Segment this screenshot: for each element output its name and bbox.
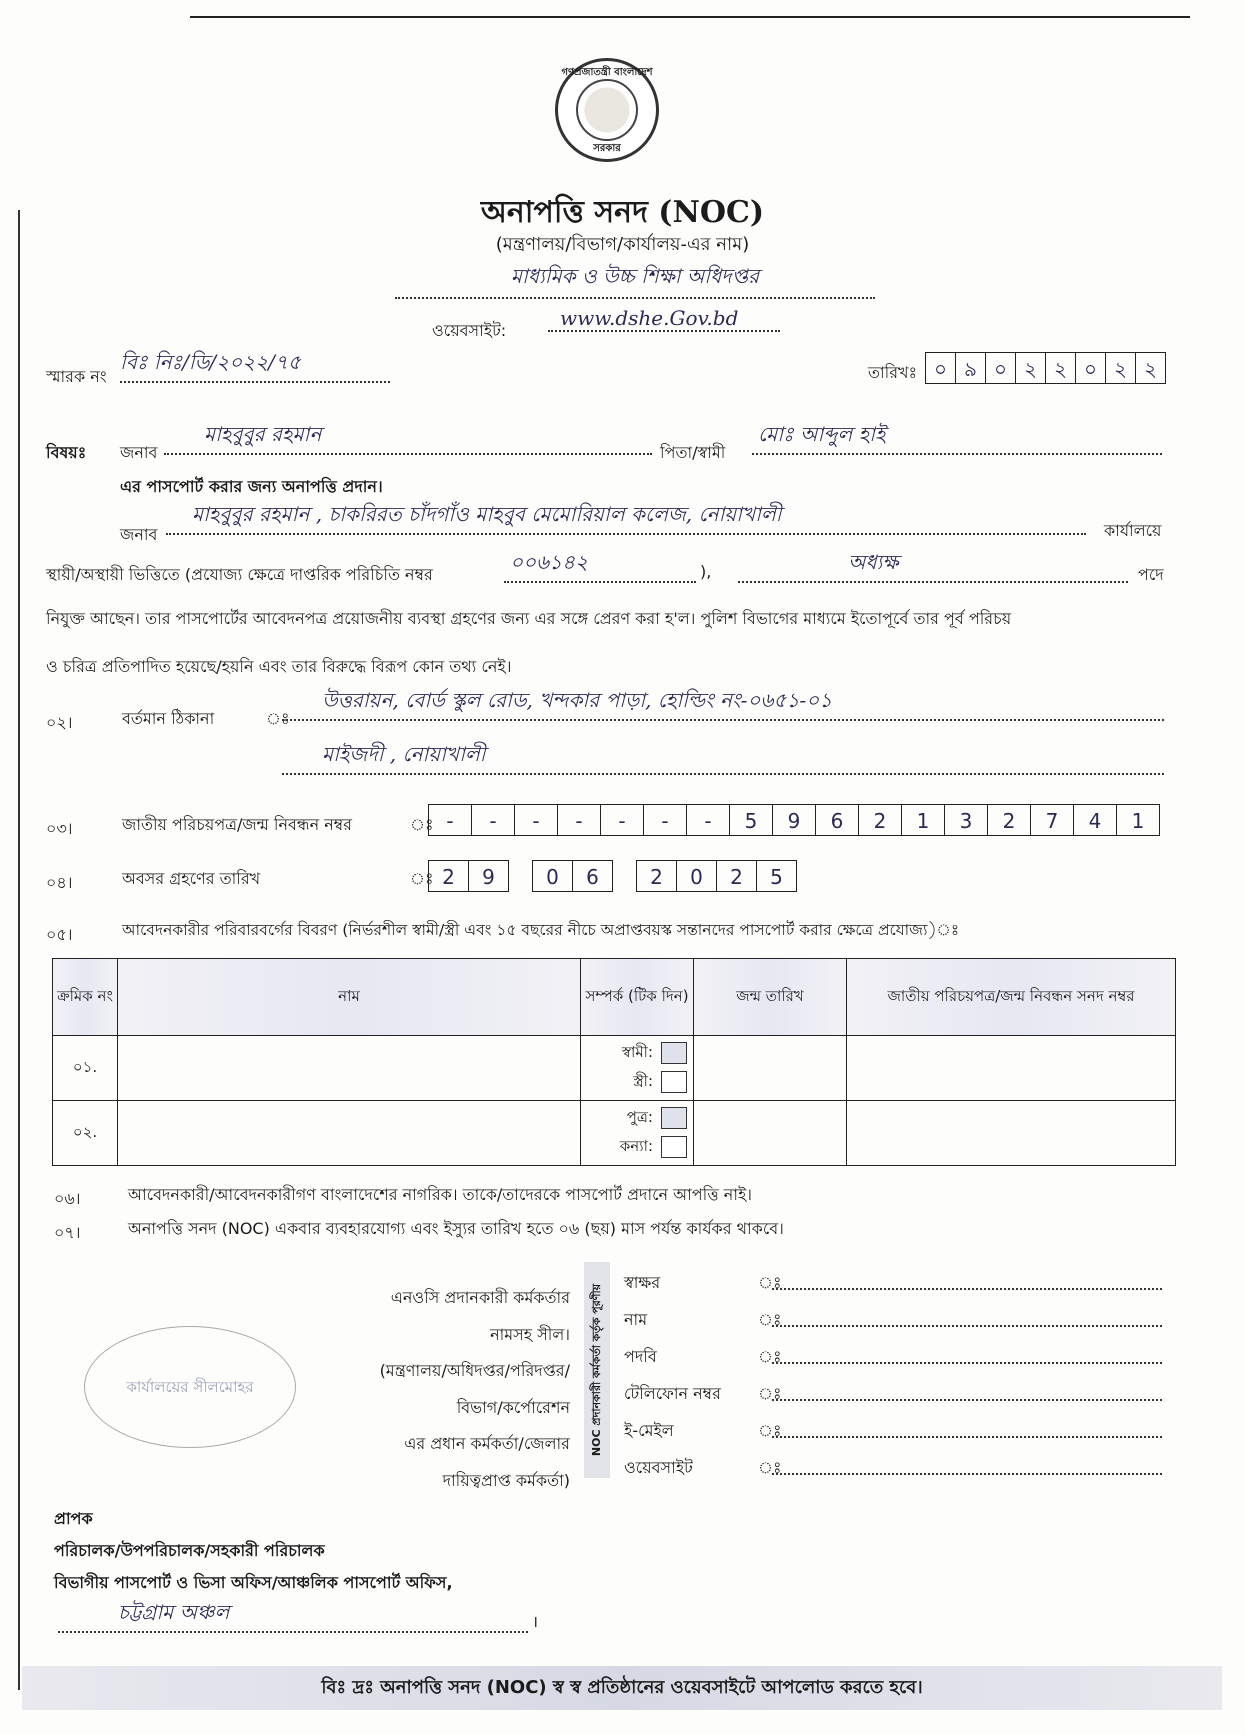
row-serial: ০১. xyxy=(53,1036,118,1101)
father-label: পিতা/স্বামী xyxy=(660,443,726,462)
name-cell[interactable] xyxy=(118,1101,581,1166)
nid-label: জাতীয় পরিচয়পত্র/জন্ম নিবন্ধন নম্বর xyxy=(122,815,352,834)
address-line1-field[interactable]: উত্তরায়ন, বোর্ড স্কুল রোড, খন্দকার পাড়া, হোল্ডিং নং-০৬৫১-০১ xyxy=(282,686,1164,721)
col-name: নাম xyxy=(118,959,581,1036)
post-suffix: পদে xyxy=(1138,565,1164,584)
nid-digit-box[interactable]: 2 xyxy=(858,804,902,836)
sig-field-label: টেলিফোন নম্বর xyxy=(624,1384,721,1403)
table-row xyxy=(53,1101,1176,1166)
applicant-name-field[interactable]: মাহবুবুর রহমান xyxy=(164,420,652,455)
wife-checkbox[interactable] xyxy=(661,1071,687,1093)
body-mr-label: জনাব xyxy=(120,525,158,544)
family-label: আবেদনকারীর পরিবারবর্গের বিবরণ (নির্ভরশীল স্বামী/স্ত্রী এবং ১৫ বছরের নীচে অপ্রাপ্তবয়স্ক সন্তানদের পাসপোর্ট করার ক্ষেত্রে প্রযোজ্য)ঃ xyxy=(122,921,960,939)
sig-colon: ঃ xyxy=(758,1273,782,1292)
address-colon: ঃ xyxy=(266,709,290,728)
note-07: অনাপত্তি সনদ (NOC) একবার ব্যবহারযোগ্য এবং ইস্যুর তারিখ হতে ০৬ (ছয়) মাস পর্যন্ত কার্যকর থাকবে। xyxy=(128,1219,784,1238)
table-row xyxy=(53,1036,1176,1101)
officer-line: এর প্রধান কর্মকর্তা/জেলার xyxy=(404,1434,570,1453)
mr-label: জনাব xyxy=(120,443,158,462)
recipient-end: । xyxy=(532,1612,539,1631)
relation-husband-label: স্বামী: xyxy=(621,1043,653,1061)
sig-colon: ঃ xyxy=(758,1384,782,1403)
body-paragraph-2: ও চরিত্র প্রতিপাদিত হয়েছে/হয়নি এবং তার বিরুদ্ধে বিরূপ কোন তথ্য নেই। xyxy=(46,657,512,676)
recipient-place-field[interactable]: চট্টগ্রাম অঞ্চল xyxy=(58,1598,528,1633)
nid-boxes[interactable] xyxy=(428,804,1170,836)
sig-colon: ঃ xyxy=(758,1421,782,1440)
family-table xyxy=(52,958,1176,1166)
sig-field-label: ওয়েবসাইট xyxy=(624,1458,693,1477)
nid-digit-box[interactable]: 5 xyxy=(729,804,773,836)
sig-colon: ঃ xyxy=(758,1310,782,1329)
item-03-number: ০৩। xyxy=(46,819,73,838)
date-label: তারিখঃ xyxy=(868,363,918,382)
email-input[interactable] xyxy=(772,1418,1162,1438)
nid-colon: ঃ xyxy=(410,815,434,834)
retire-digit-box[interactable]: 2 xyxy=(716,860,757,892)
nid-digit-box[interactable]: - xyxy=(428,804,472,836)
top-border xyxy=(190,16,1190,18)
date-digit-box[interactable]: ২ xyxy=(1105,352,1136,384)
official-id-field[interactable]: ০০৬১৪২ xyxy=(504,548,696,583)
retire-digit-box[interactable]: 2 xyxy=(636,860,677,892)
relation-son-label: পুত্র: xyxy=(626,1108,653,1126)
row-serial: ০২. xyxy=(53,1101,118,1166)
perm-label: স্থায়ী/অস্থায়ী ভিত্তিতে (প্রযোজ্য ক্ষেত্রে দাপ্তরিক পরিচিতি নম্বর xyxy=(46,565,433,584)
relation-cell xyxy=(581,1101,694,1166)
seal-top-text: গণপ্রজাতন্ত্রী বাংলাদেশ xyxy=(561,67,653,78)
nid-digit-box[interactable]: - xyxy=(686,804,730,836)
website-label: ওয়েবসাইট: xyxy=(432,321,507,340)
dob-cell[interactable] xyxy=(694,1101,847,1166)
nid-digit-box[interactable]: - xyxy=(643,804,687,836)
item-05-number: ০৫। xyxy=(46,925,73,944)
retire-digit-box[interactable]: 0 xyxy=(676,860,717,892)
officer-line: বিভাগ/কর্পোরেশন xyxy=(456,1397,570,1417)
father-name-field[interactable]: মোঃ আব্দুল হাই xyxy=(752,420,1162,455)
nid-digit-box[interactable]: - xyxy=(600,804,644,836)
nid-digit-box[interactable]: - xyxy=(471,804,515,836)
sig-colon: ঃ xyxy=(758,1347,782,1366)
office-name[interactable]: মাধ্যমিক ও উচ্চ শিক্ষা অধিদপ্তর xyxy=(395,262,875,299)
daughter-checkbox[interactable] xyxy=(661,1136,687,1158)
signature-fields xyxy=(624,1270,1184,1492)
retire-label: অবসর গ্রহণের তারিখ xyxy=(122,869,261,888)
retirement-date-boxes[interactable] xyxy=(428,860,798,892)
sig-field-label: নাম xyxy=(624,1310,648,1329)
website-input[interactable] xyxy=(772,1455,1162,1475)
signature-input[interactable] xyxy=(772,1270,1162,1290)
body-paragraph-1: নিযুক্ত আছেন। তার পাসপোর্টের আবেদনপত্র প্রয়োজনীয় ব্যবস্থা গ্রহণের জন্য এর সঙ্গে প্রেরণ করা হ'ল। পুলিশ বিভাগের মাধ্যমে ইতোপূর্বে তার পূর্ব পরিচয় xyxy=(46,609,1012,628)
date-digit-box[interactable]: ০ xyxy=(1075,352,1106,384)
officer-line: নামসহ সীল। xyxy=(490,1324,570,1344)
nid-digit-box[interactable]: 3 xyxy=(944,804,988,836)
office-stamp: কার্যালয়ের সীলমোহর xyxy=(84,1326,296,1448)
date-boxes[interactable] xyxy=(925,352,1170,384)
subject-line2: এর পাসপোর্ট করার জন্য অনাপত্তি প্রদান। xyxy=(120,477,383,496)
address-label: বর্তমান ঠিকানা xyxy=(122,709,215,728)
col-dob: জন্ম তারিখ xyxy=(694,959,847,1036)
sig-field-label: পদবি xyxy=(624,1347,657,1366)
nid-digit-box[interactable]: 6 xyxy=(815,804,859,836)
col-nid: জাতীয় পরিচয়পত্র/জন্ম নিবন্ধন সনদ নম্বর xyxy=(847,959,1176,1036)
date-digit-box[interactable]: ০ xyxy=(985,352,1016,384)
nid-digit-box[interactable]: 1 xyxy=(1116,804,1160,836)
memo-label: স্মারক নং xyxy=(46,367,107,386)
recipient-line2: বিভাগীয় পাসপোর্ট ও ভিসা অফিস/আঞ্চলিক পাসপোর্ট অফিস, xyxy=(54,1573,453,1592)
officer-line: এনওসি প্রদানকারী কর্মকর্তার xyxy=(390,1288,570,1307)
nid-cell[interactable] xyxy=(847,1036,1176,1101)
nid-digit-box[interactable]: 7 xyxy=(1030,804,1074,836)
item-02-number: ০২। xyxy=(46,713,73,732)
document-title: অনাপত্তি সনদ (NOC) xyxy=(480,195,765,230)
officer-name-input[interactable] xyxy=(772,1307,1162,1327)
nid-digit-box[interactable]: 1 xyxy=(901,804,945,836)
telephone-input[interactable] xyxy=(772,1381,1162,1401)
relation-cell xyxy=(581,1036,694,1101)
id-close: ), xyxy=(700,562,712,581)
relation-wife-label: স্ত্রী: xyxy=(633,1072,653,1090)
designation-input[interactable] xyxy=(772,1344,1162,1364)
son-checkbox[interactable] xyxy=(661,1107,687,1129)
map-icon xyxy=(576,79,638,141)
office-suffix: কার্যালয়ে xyxy=(1104,521,1162,540)
document-subtitle: (মন্ত্রণালয়/বিভাগ/কার্যালয়-এর নাম) xyxy=(495,234,750,255)
husband-checkbox[interactable] xyxy=(661,1042,687,1064)
retire-digit-box[interactable]: 5 xyxy=(756,860,797,892)
address-line2-field[interactable]: মাইজদী , নোয়াখালী xyxy=(282,740,1164,775)
officer-line: দায়িত্বপ্রাপ্ত কর্মকর্তা) xyxy=(442,1470,570,1490)
government-seal xyxy=(555,58,659,162)
nid-digit-box[interactable]: - xyxy=(514,804,558,836)
note-06: আবেদনকারী/আবেদনকারীগণ বাংলাদেশের নাগরিক। তাকে/তাদেরকে পাসপোর্ট প্রদানে আপত্তি নাই। xyxy=(128,1185,753,1204)
subject-label: বিষয়ঃ xyxy=(46,443,87,462)
recipient-label: প্রাপক xyxy=(54,1509,93,1528)
sig-field-label: ই-মেইল xyxy=(624,1421,674,1440)
nid-digit-box[interactable]: 9 xyxy=(772,804,816,836)
left-border xyxy=(18,210,20,1690)
retire-digit-box[interactable]: 0 xyxy=(532,860,573,892)
dob-cell[interactable] xyxy=(694,1036,847,1101)
vertical-note-text: NOC প্রদানকারী কর্মকর্তা কর্তৃক পূরণীয় xyxy=(590,1283,603,1457)
employee-field[interactable]: মাহবুবুর রহমান , চাকরিরত চাঁদগাঁও মাহবুব মেমোরিয়াল কলেজ, নোয়াখালী xyxy=(166,500,1086,535)
memo-number-field[interactable]: বিঃ নিঃ/ডি/২০২২/৭৫ xyxy=(120,348,390,383)
date-digit-box[interactable]: ২ xyxy=(1135,352,1166,384)
footer-note: বিঃ দ্রঃ অনাপত্তি সনদ (NOC) স্ব স্ব প্রতিষ্ঠানের ওয়েবসাইটে আপলোড করতে হবে। xyxy=(22,1666,1222,1710)
date-digit-box[interactable]: ২ xyxy=(1045,352,1076,384)
officer-description xyxy=(330,1280,570,1499)
website-field[interactable]: www.dshe.Gov.bd xyxy=(548,306,780,332)
col-serial: ক্রমিক নং xyxy=(53,959,118,1036)
vertical-note xyxy=(584,1262,610,1478)
relation-daughter-label: কন্যা: xyxy=(619,1137,653,1155)
nid-cell[interactable] xyxy=(847,1101,1176,1166)
item-04-number: ০৪। xyxy=(46,873,73,892)
retire-digit-box[interactable]: 9 xyxy=(468,860,509,892)
item-07-number: ০৭। xyxy=(54,1223,81,1242)
date-digit-box[interactable]: ৯ xyxy=(955,352,986,384)
nid-digit-box[interactable]: - xyxy=(557,804,601,836)
officer-line: (মন্ত্রণালয়/অধিদপ্তর/পরিদপ্তর/ xyxy=(379,1361,570,1380)
name-cell[interactable] xyxy=(118,1036,581,1101)
retire-colon: ঃ xyxy=(410,869,434,888)
nid-digit-box[interactable]: 4 xyxy=(1073,804,1117,836)
recipient-line1: পরিচালক/উপপরিচালক/সহকারী পরিচালক xyxy=(54,1541,325,1560)
designation-field[interactable]: অধ্যক্ষ xyxy=(738,548,1128,583)
retire-digit-box[interactable]: 2 xyxy=(428,860,469,892)
sig-colon: ঃ xyxy=(758,1458,782,1477)
date-digit-box[interactable]: ০ xyxy=(925,352,956,384)
date-digit-box[interactable]: ২ xyxy=(1015,352,1046,384)
col-relation: সম্পর্ক (টিক দিন) xyxy=(581,959,694,1036)
sig-field-label: স্বাক্ষর xyxy=(624,1273,661,1292)
retire-digit-box[interactable]: 6 xyxy=(572,860,613,892)
nid-digit-box[interactable]: 2 xyxy=(987,804,1031,836)
seal-bottom-text: সরকার xyxy=(593,143,621,154)
item-06-number: ০৬। xyxy=(54,1189,81,1208)
